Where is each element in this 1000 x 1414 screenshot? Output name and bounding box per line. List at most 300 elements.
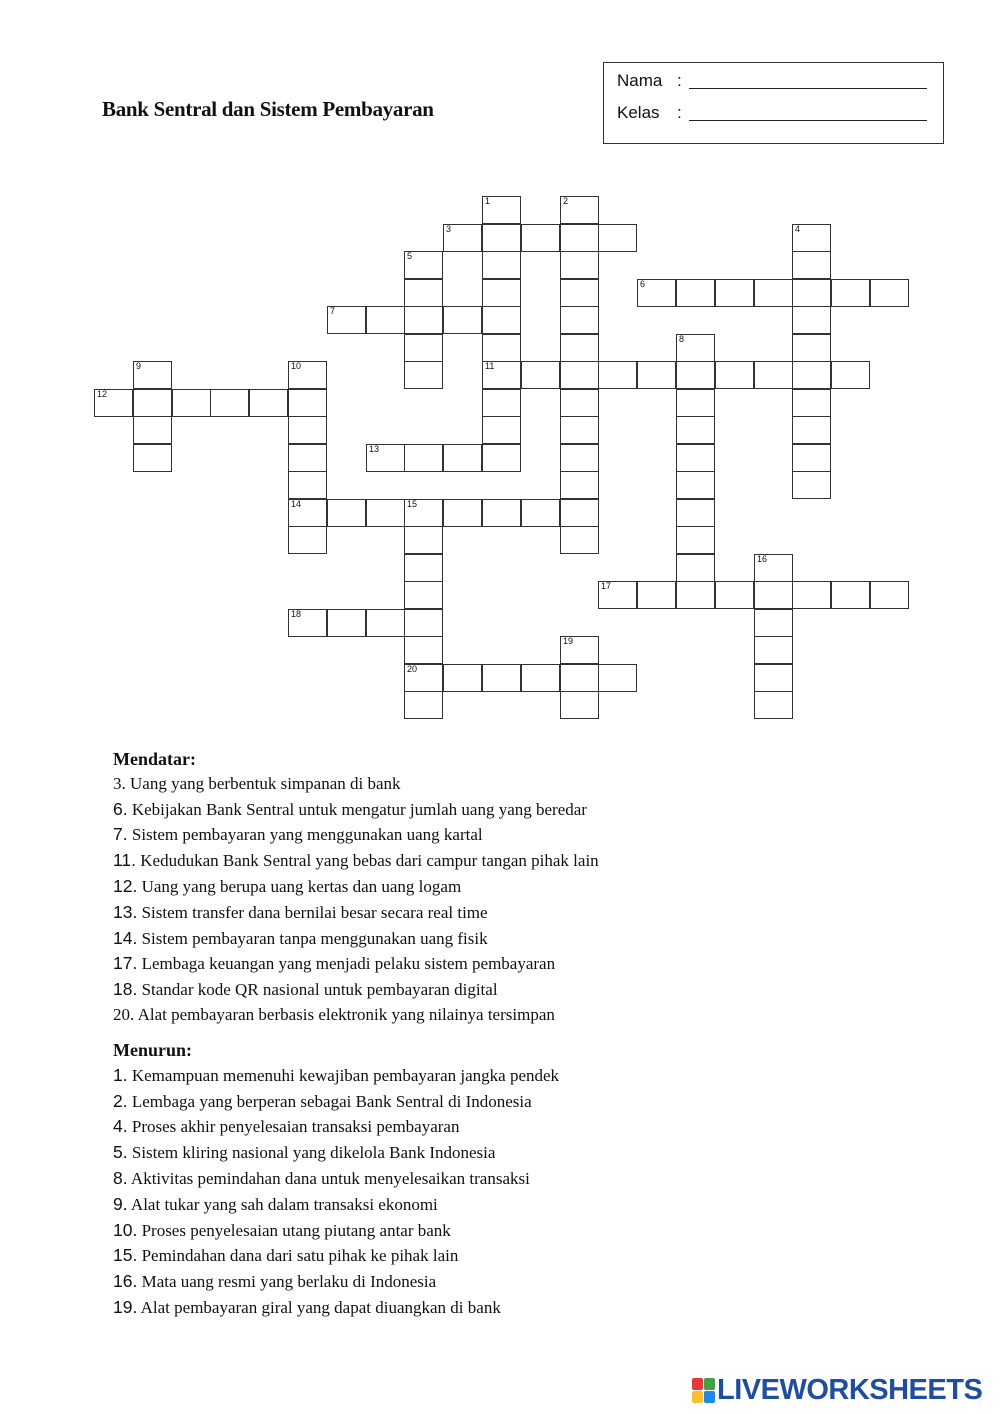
clue-item-text: Sistem pembayaran tanpa menggunakan uang fisik (141, 928, 488, 948)
crossword-cell[interactable] (676, 416, 715, 444)
crossword-cell[interactable] (482, 389, 521, 417)
letter-input[interactable] (832, 586, 869, 608)
letter-input[interactable] (289, 421, 326, 443)
clue-number: 17 (601, 581, 612, 591)
clue-number: 14 (291, 499, 302, 509)
letter-input[interactable] (405, 284, 442, 306)
letter-input[interactable] (405, 339, 442, 361)
letter-input[interactable] (405, 559, 442, 581)
letter-input[interactable] (638, 284, 675, 306)
crossword-cell[interactable] (327, 306, 366, 334)
crossword-cell[interactable] (482, 279, 521, 307)
crossword-cell[interactable] (637, 279, 676, 307)
crossword-cell[interactable] (560, 526, 599, 554)
crossword-cell[interactable] (560, 389, 599, 417)
letter-input[interactable] (405, 531, 442, 553)
crossword-cell[interactable] (598, 224, 637, 252)
letter-input[interactable] (793, 421, 830, 443)
letter-input[interactable] (793, 339, 830, 361)
letter-input[interactable] (367, 449, 404, 471)
crossword-cell[interactable] (443, 306, 482, 334)
clue-item (113, 1089, 559, 1115)
clue-number: 5 (407, 251, 413, 261)
letter-input[interactable] (793, 229, 830, 251)
crossword-cell[interactable] (288, 361, 327, 389)
crossword-cell[interactable] (715, 361, 754, 389)
letter-input[interactable] (561, 229, 598, 251)
crossword-cell[interactable] (404, 251, 443, 279)
clue-item-number: 6. (113, 798, 128, 819)
letter-input[interactable] (871, 586, 908, 608)
clue-number: 8 (679, 334, 685, 344)
crossword-cell[interactable] (831, 581, 870, 609)
clue-item (113, 951, 599, 977)
down-heading: Menurun: (113, 1040, 193, 1060)
crossword-cell[interactable] (754, 691, 793, 719)
crossword-cell[interactable] (482, 416, 521, 444)
crossword-cell[interactable] (560, 416, 599, 444)
letter-input[interactable] (444, 669, 481, 691)
letter-input[interactable] (289, 366, 326, 388)
letter-input[interactable] (483, 394, 520, 416)
crossword-cell[interactable] (715, 279, 754, 307)
crossword-cell[interactable] (133, 444, 172, 472)
letter-input[interactable] (561, 476, 598, 498)
letter-input[interactable] (561, 641, 598, 663)
letter-input[interactable] (599, 669, 636, 691)
crossword-cell[interactable] (754, 664, 793, 692)
crossword-cell[interactable] (443, 664, 482, 692)
crossword-cell[interactable] (754, 279, 793, 307)
crossword-cell[interactable] (404, 691, 443, 719)
clue-item (113, 1269, 559, 1295)
letter-input[interactable] (134, 449, 171, 471)
letter-input[interactable] (677, 504, 714, 526)
crossword-cell[interactable] (210, 389, 249, 417)
letter-input[interactable] (561, 449, 598, 471)
crossword-cell[interactable] (560, 444, 599, 472)
crossword-cell[interactable] (676, 581, 715, 609)
crossword-cell[interactable] (792, 334, 831, 362)
crossword-cell[interactable] (404, 334, 443, 362)
crossword-cell[interactable] (676, 279, 715, 307)
crossword-cell[interactable] (676, 554, 715, 582)
crossword-cell[interactable] (676, 389, 715, 417)
letter-input[interactable] (755, 669, 792, 691)
crossword-cell[interactable] (676, 334, 715, 362)
crossword-cell[interactable] (676, 526, 715, 554)
letter-input[interactable] (483, 504, 520, 526)
crossword-cell[interactable] (288, 444, 327, 472)
crossword-cell[interactable] (792, 416, 831, 444)
crossword-cell[interactable] (366, 444, 405, 472)
crossword-cell[interactable] (133, 361, 172, 389)
letter-input[interactable] (793, 586, 830, 608)
crossword-cell[interactable] (288, 499, 327, 527)
crossword-cell[interactable] (792, 444, 831, 472)
crossword-cell[interactable] (637, 581, 676, 609)
clue-item (113, 1063, 559, 1089)
clue-item-text: Sistem kliring nasional yang dikelola Bank Indonesia (131, 1143, 496, 1163)
clue-item-number: 16. (113, 1271, 138, 1292)
logo-mark-icon (692, 1378, 714, 1402)
letter-input[interactable] (405, 256, 442, 278)
letter-input[interactable] (599, 366, 636, 388)
name-separator: : (677, 71, 682, 90)
clue-number: 16 (757, 554, 768, 564)
letter-input[interactable] (134, 421, 171, 443)
crossword-cell[interactable] (831, 279, 870, 307)
crossword-cell[interactable] (404, 581, 443, 609)
crossword-cell[interactable] (366, 306, 405, 334)
letter-input[interactable] (793, 449, 830, 471)
letter-input[interactable] (677, 366, 714, 388)
letter-input[interactable] (522, 669, 559, 691)
crossword-cell[interactable] (560, 499, 599, 527)
crossword-cell[interactable] (831, 361, 870, 389)
letter-input[interactable] (677, 339, 714, 361)
letter-input[interactable] (95, 394, 132, 416)
letter-input[interactable] (405, 614, 442, 636)
crossword-cell[interactable] (792, 224, 831, 252)
crossword-cell[interactable] (792, 279, 831, 307)
clue-item-number: 5. (113, 1142, 128, 1163)
crossword-cell[interactable] (366, 609, 405, 637)
crossword-cell[interactable] (754, 636, 793, 664)
letter-input[interactable] (483, 366, 520, 388)
crossword-cell[interactable] (404, 306, 443, 334)
crossword-cell[interactable] (598, 664, 637, 692)
clue-item (113, 1243, 559, 1269)
crossword-cell[interactable] (366, 499, 405, 527)
crossword-cell[interactable] (676, 444, 715, 472)
letter-input[interactable] (638, 366, 675, 388)
crossword-cell[interactable] (598, 361, 637, 389)
letter-input[interactable] (677, 476, 714, 498)
clue-item (113, 1218, 559, 1244)
crossword-cell[interactable] (792, 389, 831, 417)
crossword-cell[interactable] (288, 471, 327, 499)
letter-input[interactable] (444, 311, 481, 333)
crossword-cell[interactable] (482, 224, 521, 252)
letter-input[interactable] (561, 256, 598, 278)
clue-item (113, 1192, 559, 1218)
letter-input[interactable] (289, 476, 326, 498)
crossword-cell[interactable] (327, 609, 366, 637)
clue-number: 9 (136, 361, 142, 371)
clue-item (113, 1166, 559, 1192)
crossword-cell[interactable] (754, 581, 793, 609)
crossword-cell[interactable] (172, 389, 211, 417)
clue-number: 6 (640, 279, 646, 289)
letter-input[interactable] (405, 696, 442, 718)
crossword-cell[interactable] (288, 389, 327, 417)
letter-input[interactable] (483, 201, 520, 223)
crossword-cell[interactable] (133, 389, 172, 417)
clue-item-number: 12. (113, 875, 138, 896)
letter-input[interactable] (677, 394, 714, 416)
crossword-cell[interactable] (288, 526, 327, 554)
letter-input[interactable] (289, 614, 326, 636)
crossword-cell[interactable] (94, 389, 133, 417)
letter-input[interactable] (367, 614, 404, 636)
letter-input[interactable] (444, 229, 481, 251)
crossword-cell[interactable] (404, 609, 443, 637)
crossword-cell[interactable] (404, 636, 443, 664)
crossword-cell[interactable] (560, 664, 599, 692)
letter-input[interactable] (561, 421, 598, 443)
clue-number: 20 (407, 664, 418, 674)
clue-number: 4 (795, 224, 801, 234)
crossword-cell[interactable] (404, 554, 443, 582)
letter-input[interactable] (328, 311, 365, 333)
name-label: Nama (617, 71, 663, 90)
crossword-cell[interactable] (404, 526, 443, 554)
logo-wordmark: LIVEWORKSHEETS (717, 1373, 983, 1406)
letter-input[interactable] (405, 586, 442, 608)
crossword-cell[interactable] (133, 416, 172, 444)
crossword-cell[interactable] (327, 499, 366, 527)
crossword-cell[interactable] (637, 361, 676, 389)
crossword-cell[interactable] (676, 361, 715, 389)
letter-input[interactable] (522, 504, 559, 526)
crossword-cell[interactable] (754, 554, 793, 582)
clue-item (113, 848, 599, 874)
letter-input[interactable] (599, 586, 636, 608)
letter-input[interactable] (677, 531, 714, 553)
clue-item-text: Kedudukan Bank Sentral yang bebas dari campur tangan pihak lain (140, 851, 599, 871)
letter-input[interactable] (483, 339, 520, 361)
letter-input[interactable] (793, 256, 830, 278)
crossword-cell[interactable] (288, 609, 327, 637)
clue-item-number: 4. (113, 1116, 128, 1137)
letter-input[interactable] (755, 586, 792, 608)
clue-item-text: Sistem transfer dana bernilai besar secara real time (141, 902, 488, 922)
letter-input[interactable] (134, 366, 171, 388)
letter-input[interactable] (793, 476, 830, 498)
letter-input[interactable] (561, 201, 598, 223)
clue-number: 3 (446, 224, 452, 234)
letter-input[interactable] (367, 311, 404, 333)
letter-input[interactable] (405, 504, 442, 526)
letter-input[interactable] (522, 229, 559, 251)
crossword-cell[interactable] (792, 306, 831, 334)
letter-input[interactable] (677, 284, 714, 306)
letter-input[interactable] (638, 586, 675, 608)
class-label: Kelas (617, 103, 660, 122)
letter-input[interactable] (755, 696, 792, 718)
letter-input[interactable] (444, 449, 481, 471)
crossword-cell[interactable] (560, 691, 599, 719)
clue-item-text: Aktivitas pemindahan dana untuk menyelesaikan transaksi (130, 1168, 530, 1188)
crossword-cell[interactable] (792, 251, 831, 279)
clue-number: 1 (485, 196, 491, 206)
crossword-cell[interactable] (792, 581, 831, 609)
crossword-cell[interactable] (754, 609, 793, 637)
crossword-cell[interactable] (598, 581, 637, 609)
letter-input[interactable] (561, 531, 598, 553)
clue-item-number: 14. (113, 927, 138, 948)
crossword-cell[interactable] (404, 361, 443, 389)
crossword-cell[interactable] (482, 251, 521, 279)
letter-input[interactable] (716, 284, 753, 306)
letter-input[interactable] (561, 339, 598, 361)
letter-input[interactable] (793, 366, 830, 388)
crossword-cell[interactable] (482, 361, 521, 389)
clue-item (113, 1140, 559, 1166)
letter-input[interactable] (561, 696, 598, 718)
letter-input[interactable] (561, 284, 598, 306)
letter-input[interactable] (716, 586, 753, 608)
letter-input[interactable] (832, 284, 869, 306)
letter-input[interactable] (716, 366, 753, 388)
clue-item-number: 2. (113, 1090, 128, 1111)
clue-number: 11 (485, 361, 495, 371)
clue-number: 10 (291, 361, 302, 371)
clue-item-text: Lembaga keuangan yang menjadi pelaku sistem pembayaran (141, 954, 556, 974)
letter-input[interactable] (793, 394, 830, 416)
crossword-cell[interactable] (521, 224, 560, 252)
crossword-cell[interactable] (404, 499, 443, 527)
down-clues (113, 1038, 559, 1321)
clue-item-number: 3. (113, 773, 126, 793)
clue-item-text: Proses penyelesaian utang piutang antar bank (141, 1220, 451, 1240)
crossword-cell[interactable] (521, 499, 560, 527)
letter-input[interactable] (367, 504, 404, 526)
crossword-cell[interactable] (792, 471, 831, 499)
crossword-cell[interactable] (521, 361, 560, 389)
letter-input[interactable] (483, 311, 520, 333)
letter-input[interactable] (483, 669, 520, 691)
crossword-cell[interactable] (560, 279, 599, 307)
crossword-cell[interactable] (754, 361, 793, 389)
clue-item-text: Alat tukar yang sah dalam transaksi ekonomi (130, 1194, 438, 1214)
letter-input[interactable] (483, 421, 520, 443)
clue-item (113, 797, 599, 823)
crossword-cell[interactable] (560, 361, 599, 389)
clue-item-text: Mata uang resmi yang berlaku di Indonesia (141, 1272, 437, 1292)
letter-input[interactable] (793, 311, 830, 333)
letter-input[interactable] (173, 394, 210, 416)
crossword-cell[interactable] (560, 334, 599, 362)
letter-input[interactable] (134, 394, 171, 416)
crossword-cell[interactable] (288, 416, 327, 444)
letter-input[interactable] (755, 366, 792, 388)
crossword-cell[interactable] (560, 471, 599, 499)
clue-item-text: Proses akhir penyelesaian transaksi pembayaran (131, 1117, 460, 1137)
letter-input[interactable] (483, 256, 520, 278)
clue-item-number: 18. (113, 979, 138, 1000)
letter-input[interactable] (522, 366, 559, 388)
crossword-cell[interactable] (560, 251, 599, 279)
letter-input[interactable] (755, 641, 792, 663)
letter-input[interactable] (561, 504, 598, 526)
letter-input[interactable] (289, 394, 326, 416)
letter-input[interactable] (561, 366, 598, 388)
across-clues (113, 747, 599, 1028)
crossword-cell[interactable] (676, 499, 715, 527)
page-title: Bank Sentral dan Sistem Pembayaran (102, 97, 434, 121)
clue-item-number: 7. (113, 824, 128, 845)
letter-input[interactable] (755, 614, 792, 636)
letter-input[interactable] (483, 284, 520, 306)
clue-item (113, 1114, 559, 1140)
crossword-cell[interactable] (404, 279, 443, 307)
crossword-cell[interactable] (521, 664, 560, 692)
crossword-cell[interactable] (560, 306, 599, 334)
letter-input[interactable] (405, 669, 442, 691)
letter-input[interactable] (483, 229, 520, 251)
letter-input[interactable] (755, 284, 792, 306)
clue-item-number: 20. (113, 1004, 135, 1024)
crossword-cell[interactable] (482, 664, 521, 692)
letter-input[interactable] (677, 586, 714, 608)
crossword-cell[interactable] (482, 334, 521, 362)
letter-input[interactable] (483, 449, 520, 471)
letter-input[interactable] (289, 504, 326, 526)
letter-input[interactable] (677, 449, 714, 471)
crossword-cell[interactable] (870, 581, 909, 609)
crossword-cell[interactable] (792, 361, 831, 389)
crossword-cell[interactable] (715, 581, 754, 609)
letter-input[interactable] (405, 366, 442, 388)
letter-input[interactable] (328, 504, 365, 526)
crossword-cell[interactable] (482, 306, 521, 334)
letter-input[interactable] (832, 366, 869, 388)
crossword-cell[interactable] (560, 636, 599, 664)
clue-item (113, 874, 599, 900)
letter-input[interactable] (561, 669, 598, 691)
crossword-cell[interactable] (482, 196, 521, 224)
crossword-cell[interactable] (404, 664, 443, 692)
letter-input[interactable] (444, 504, 481, 526)
letter-input[interactable] (289, 449, 326, 471)
clue-number: 12 (97, 389, 108, 399)
letter-input[interactable] (211, 394, 248, 416)
letter-input[interactable] (599, 229, 636, 251)
letter-input[interactable] (793, 284, 830, 306)
letter-input[interactable] (677, 559, 714, 581)
crossword-cell[interactable] (870, 279, 909, 307)
letter-input[interactable] (561, 394, 598, 416)
letter-input[interactable] (250, 394, 287, 416)
liveworksheets-logo (692, 1373, 982, 1407)
letter-input[interactable] (561, 311, 598, 333)
letter-input[interactable] (289, 531, 326, 553)
crossword-cell[interactable] (560, 196, 599, 224)
letter-input[interactable] (405, 641, 442, 663)
crossword-cell[interactable] (482, 499, 521, 527)
letter-input[interactable] (755, 559, 792, 581)
clue-item-number: 19. (113, 1296, 138, 1317)
crossword-cell[interactable] (482, 444, 521, 472)
clue-item (113, 977, 599, 1003)
letter-input[interactable] (328, 614, 365, 636)
crossword-cell[interactable] (443, 224, 482, 252)
letter-input[interactable] (677, 421, 714, 443)
crossword-cell[interactable] (249, 389, 288, 417)
crossword-cell[interactable] (443, 499, 482, 527)
crossword-cell[interactable] (676, 471, 715, 499)
crossword-cell[interactable] (404, 444, 443, 472)
crossword-cell[interactable] (443, 444, 482, 472)
letter-input[interactable] (405, 449, 442, 471)
clue-item-number: 13. (113, 901, 138, 922)
letter-input[interactable] (871, 284, 908, 306)
letter-input[interactable] (405, 311, 442, 333)
clue-item-text: Alat pembayaran giral yang dapat diuangkan di bank (140, 1297, 501, 1317)
crossword-cell[interactable] (560, 224, 599, 252)
